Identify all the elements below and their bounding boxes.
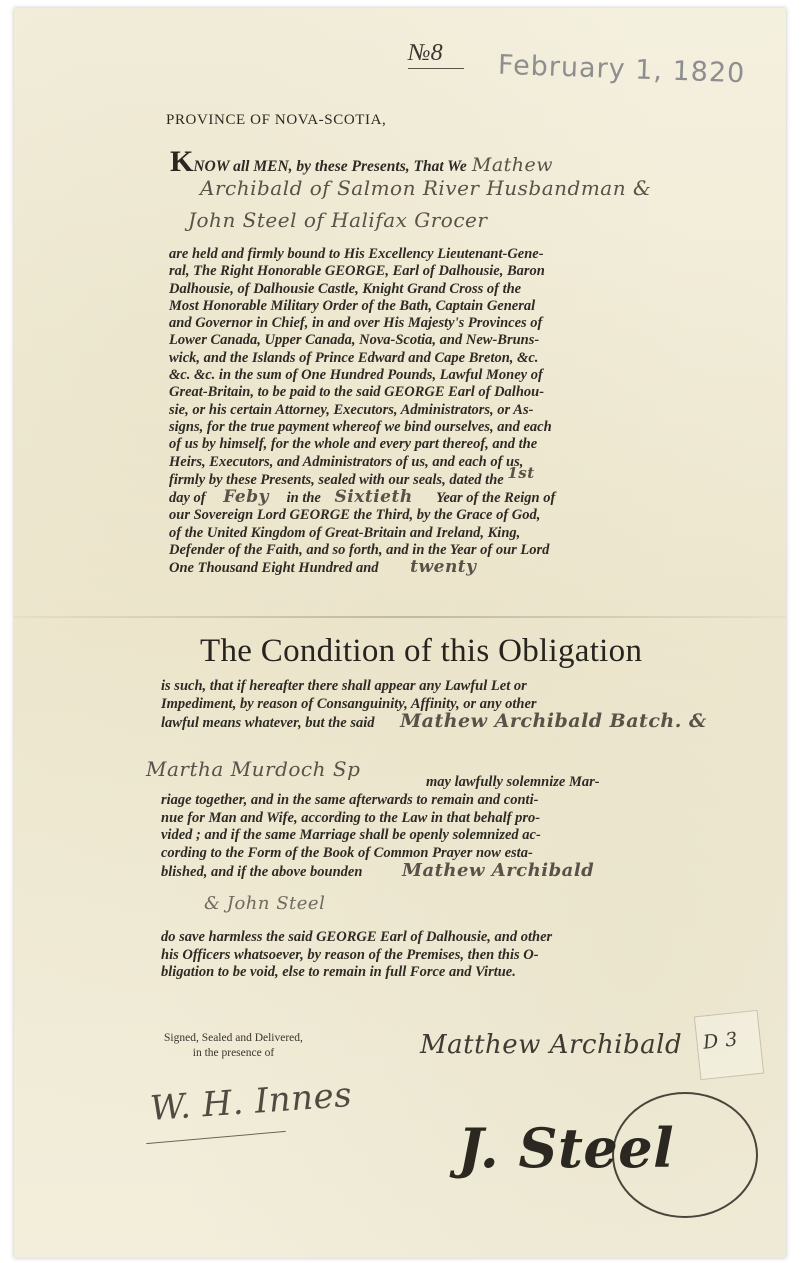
- handwritten-bride-name: Martha Murdoch Sp: [146, 757, 361, 781]
- opening-printed-text: NOW all MEN, by these Presents, That We: [193, 158, 467, 175]
- handwritten-principal-name: Mathew: [471, 154, 554, 176]
- condition-printed-mar: may lawfully solemnize Mar-: [426, 774, 600, 790]
- condition-line: is such, that if hereafter there shall appear any Lawful Let or: [161, 678, 527, 694]
- dated-line-6: [169, 559, 555, 577]
- stamp-mark: D 3: [701, 1028, 739, 1054]
- dated-printed: day of: [169, 490, 206, 507]
- handwritten-bounden-name-2: & John Steel: [204, 893, 326, 914]
- condition-line: bligation to be void, else to remain in full Force and Virtue.: [161, 964, 516, 981]
- signature-archibald: Matthew Archibald: [420, 1030, 683, 1060]
- handwritten-month: Feby: [223, 487, 269, 508]
- body-line: are held and firmly bound to His Excellency Lieutenant-Gene-: [169, 246, 544, 262]
- condition-printed: lawful means whatever, but the said: [161, 715, 375, 732]
- body-line: Most Honorable Military Order of the Bath, Captain General: [169, 297, 536, 314]
- body-line: signs, for the true payment whereof we bind ourselves, and each: [169, 418, 552, 435]
- pencil-date-note: February 1, 1820: [497, 49, 746, 90]
- condition-line: do save harmless the said GEORGE Earl of Dalhousie, and other: [161, 929, 553, 945]
- condition-line: cording to the Form of the Book of Common Prayer now esta-: [161, 844, 533, 861]
- handwritten-year: twenty: [410, 557, 477, 578]
- body-line: of the United Kingdom of Great-Britain and Ireland, King,: [169, 524, 521, 541]
- province-heading: PROVINCE OF NOVA-SCOTIA,: [166, 112, 387, 128]
- number-underline: [408, 68, 464, 69]
- bond-body-paragraph: [169, 246, 555, 578]
- handwritten-parties-line-2: John Steel of Halifax Grocer: [188, 208, 488, 232]
- condition-line: Impediment, by reason of Consanguinity, Affinity, or any other: [161, 695, 537, 712]
- body-line: sie, or his certain Attorney, Executors, Administrators, or As-: [169, 401, 534, 418]
- condition-line: riage together, and in the same afterwards to remain and conti-: [161, 792, 539, 808]
- handwritten-groom-name: Mathew Archibald Batch. &: [400, 710, 707, 733]
- signed-sealed-label: [164, 1031, 303, 1061]
- condition-paragraph-2: [161, 792, 594, 882]
- condition-line: [161, 710, 707, 733]
- opening-line: [170, 147, 553, 177]
- body-line: of us by himself, for the whole and every part thereof, and the: [169, 436, 538, 453]
- dated-printed: in the: [286, 490, 321, 507]
- handwritten-regnal-year: Sixtieth: [334, 487, 413, 508]
- handwritten-parties-line-1: Archibald of Salmon River Husbandman &: [200, 176, 652, 200]
- paper-fold-crease: [14, 616, 786, 618]
- condition-paragraph-3: [161, 929, 552, 982]
- body-line: our Sovereign Lord GEORGE the Third, by the Grace of God,: [169, 507, 541, 524]
- condition-line: his Officers whatsoever, by reason of the Premises, then this O-: [161, 946, 539, 963]
- condition-line: [161, 862, 594, 882]
- signature-steel: J. Steel: [458, 1116, 675, 1180]
- handwritten-day: 1st: [507, 463, 535, 482]
- body-line: Dalhousie, of Dalhousie Castle, Knight Grand Cross of the: [169, 280, 522, 297]
- body-line: wick, and the Islands of Prince Edward and Cape Breton, &c.: [169, 349, 539, 366]
- dated-line-2: [169, 489, 555, 507]
- body-line: and Governor in Chief, in and over His Majesty's Provinces of: [169, 315, 543, 332]
- body-line: Heirs, Executors, and Administrators of us, and each of us,: [169, 453, 524, 470]
- signed-line-1: Signed, Sealed and Delivered,: [164, 1032, 303, 1044]
- initial-capital: K: [170, 145, 194, 178]
- body-line: Lower Canada, Upper Canada, Nova-Scotia, and New-Bruns-: [169, 332, 540, 349]
- document-number-mark: №8: [408, 40, 443, 66]
- body-line: Great-Britain, to be paid to the said GEORGE Earl of Dalhou-: [169, 384, 545, 401]
- handwritten-bounden-name: Mathew Archibald: [402, 860, 595, 882]
- body-line: Defender of the Faith, and so forth, and in the Year of our Lord: [169, 542, 550, 559]
- condition-paragraph-1: [161, 678, 707, 733]
- body-line: ral, The Right Honorable GEORGE, Earl of Dalhousie, Baron: [169, 263, 545, 280]
- condition-line: nue for Man and Wife, according to the Law in that behalf pro-: [161, 809, 541, 826]
- condition-heading: The Condition of this Obligation: [200, 633, 643, 669]
- condition-line: vided ; and if the same Marriage shall be openly solemnized ac-: [161, 827, 541, 844]
- condition-printed: blished, and if the above bounden: [161, 864, 363, 881]
- dated-printed: firmly by these Presents, sealed with our seals, dated the: [169, 471, 504, 488]
- dated-printed: One Thousand Eight Hundred and: [169, 560, 379, 577]
- dated-printed: Year of the Reign of: [436, 490, 556, 507]
- signed-line-2: in the presence of: [192, 1047, 275, 1059]
- witness-signature: W. H. Innes: [148, 1074, 354, 1130]
- body-line: &c. &c. in the sum of One Hundred Pounds, Lawful Money of: [169, 367, 543, 384]
